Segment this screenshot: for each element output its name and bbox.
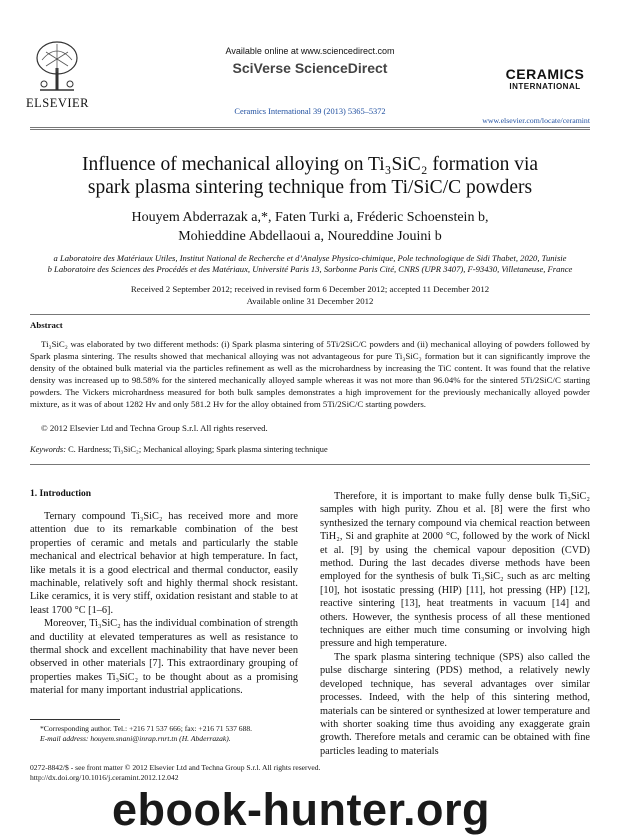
journal-logo-title: CERAMICS <box>505 66 585 82</box>
watermark-text: ebook-hunter.org <box>112 784 490 835</box>
authors-line1: Houyem Abderrazak a,*, Faten Turki a, Fréderic Schoenstein b, <box>131 210 489 225</box>
intro-paragraph-1: Ternary compound Ti₃SiC₂ has received more and more attention due to its remarkable combination of the best properties of ceramic and metals and particularly the stable mechanical and electrical behavior at high temperature. In fact, like metals it is a good electrical and thermal conductor, easily machinable, relatively soft and highly thermal shock resistant. Like ceramics, it is very stiff, oxidation resistant and stable to at least 1700 °C [1–6]. <box>30 511 298 616</box>
introduction-heading: 1. Introduction <box>30 489 92 499</box>
right-paragraph-2: The spark plasma sintering technique (SPS) also called the pulse discharge sintering (PDS) method, a relatively newly developed technique, has several advantages over similar processes. Indeed, with the help of this sintering method, materials can be sintered or synthesized at lower temperature and with shorter soaking time thus avoiding any exaggerate grain growth. Therefore metals and ceramic can be obtained with fine particles leading to materials <box>320 651 590 757</box>
article-title-line1: Influence of mechanical alloying on Ti₃SiC₂ formation via <box>81 154 539 175</box>
left-column <box>30 510 298 698</box>
journal-reference-link[interactable]: Ceramics International 39 (2013) 5365–5372 <box>234 107 386 116</box>
doi-link[interactable]: http://dx.doi.org/10.1016/j.ceramint.2012.12.042 <box>30 773 179 782</box>
keywords-line <box>30 444 590 456</box>
keywords-label: Keywords: <box>30 445 66 454</box>
header-divider-2 <box>30 129 590 130</box>
journal-logo-subtitle: INTERNATIONAL <box>509 82 581 91</box>
abstract-copyright: © 2012 Elsevier Ltd and Techna Group S.r.l. All rights reserved. <box>41 423 268 433</box>
abstract-body: Ti₃SiC₂ was elaborated by two different methods: (i) Spark plasma sintering of 5Ti/2SiC/C powders and (ii) mechanical alloying of powders followed by Spark plasma sintering. The results showed that mechanical alloying was not advantageous for pure Ti₃SiC₂ formation but it can significantly improve the density of the obtained bulk material via the particles refinement as well as the microhardness by increasing the TiC content. It was found that the relative density was increased up to 98.58% for the sintered mechanically alloyed sample whereas it was not more than 96.04% for the sintered 5Ti/2SiC/C starting powders. The Vickers microhardness measured for both bulk samples demonstrates a high improvement for the previously mechanically alloyed powder mixture, as it was of about 1282 Hv and only 581.2 Hv for the alloy obtained from 5Ti/2SiC/C starting powders. <box>30 339 590 409</box>
abstract-heading: Abstract <box>30 320 63 330</box>
article-title-line2: spark plasma sintering technique from Ti/SiC/C powders <box>87 177 533 198</box>
intro-paragraph-2: Moreover, Ti₃SiC₂ has the individual combination of strength and ductility at elevated temperatures as well as resistance to thermal shock and excellent machinability that have never been observed in other materials [7]. This extraordinary grouping of properties makes Ti₃SiC₂ to be thought about as a promising material for many important industrial applications. <box>30 618 298 697</box>
abstract-top-rule <box>30 314 590 315</box>
footnote-rule <box>30 719 120 720</box>
keywords-list: C. Hardness; Ti₃SiC₂; Mechanical alloying; Spark plasma sintering technique <box>68 445 328 454</box>
abstract-bottom-rule <box>30 464 590 465</box>
sciverse-logo: SciVerse ScienceDirect <box>232 60 388 76</box>
elsevier-tree-logo <box>32 38 82 94</box>
affiliation-a: a Laboratoire des Matériaux Utiles, Institut National de Recherche et d’Analyse Physico-chimique, Pole technologique de Sidi Thabet, 2020, Tunisie <box>53 253 567 263</box>
footnote-email: E-mail address: houyem.snani@inrap.rnrt.tn (H. Abderrazak). <box>40 734 231 743</box>
affiliation-b: b Laboratoire des Sciences des Procédés et des Matériaux, Université Paris 13, Sorbonne Paris Cité, CNRS (UPR 3407), F-93430, Villetaneuse, France <box>47 264 573 274</box>
right-column <box>320 490 590 758</box>
right-paragraph-1: Therefore, it is important to make fully dense bulk Ti₃SiC₂ samples with high purity. Zhou et al. [8] were the first who synthesized the ternary compound via chemical reaction between TiH₂, Si and graphite at 2000 °C, followed by the work of Nickl et al. [9] by using the chemical vapour deposition (CVD) method. During the last decades diverse methods have been employed for the synthesis of bulk Ti₃SiC₂ such as arc melting [10], hot isostatic pressing (HIP) [11], hot pressing (HP) [12], reactive sintering [13], heat treatments in vacuum [14] and others. However, the synthesis process of all these mentioned techniques are either much time consuming or involving high pressure and high temperature. <box>320 491 590 650</box>
received-dates: Received 2 September 2012; received in revised form 6 December 2012; accepted 11 December 2012 <box>130 284 490 294</box>
journal-url-link[interactable]: www.elsevier.com/locate/ceramint <box>482 116 590 125</box>
footnote-corresponding: *Corresponding author. Tel.: +216 71 537 666; fax: +216 71 537 688. <box>40 724 253 733</box>
available-date: Available online 31 December 2012 <box>246 296 374 306</box>
issn-line: 0272-8842/$ - see front matter © 2012 Elsevier Ltd and Techna Group S.r.l. All rights reserved. <box>30 763 321 772</box>
publisher-name: ELSEVIER <box>26 96 90 110</box>
header-divider <box>30 127 590 128</box>
authors-line2: Mohieddine Abdellaoui a, Noureddine Jouini b <box>178 229 442 244</box>
available-online[interactable]: Available online at www.sciencedirect.com <box>225 46 395 56</box>
